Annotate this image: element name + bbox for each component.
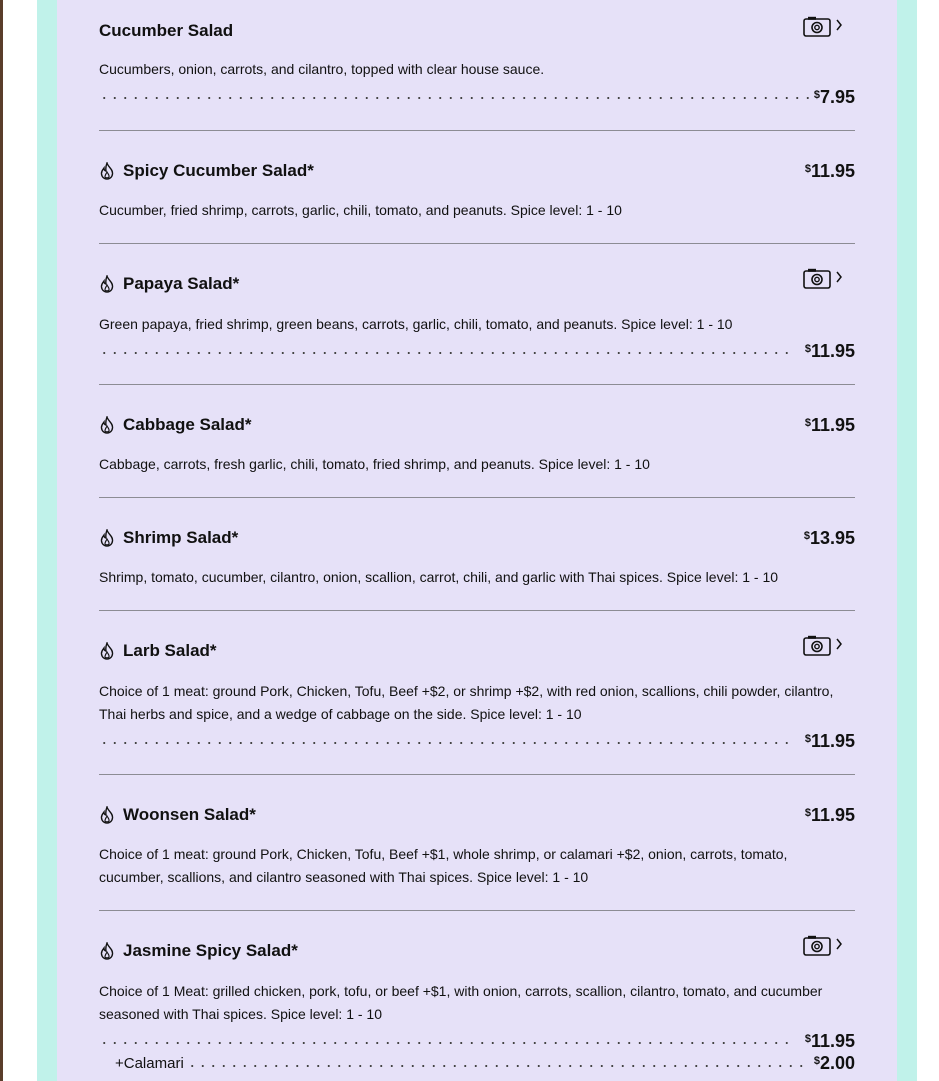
flame-icon xyxy=(99,275,115,293)
item-separator xyxy=(99,130,855,131)
item-name: Papaya Salad* xyxy=(123,274,240,293)
camera-icon xyxy=(803,935,845,957)
flame-icon xyxy=(99,162,115,180)
flame-icon xyxy=(99,642,115,660)
flame-icon xyxy=(99,806,115,824)
item-description: Choice of 1 meat: ground Pork, Chicken, Tofu, Beef +$1, whole shrimp, or calamari +$2, onion, carrots, tomato, cucumber, scallions, and cilantro seasoned with Thai spices. Spice level: 1 - 10 xyxy=(99,846,788,885)
leader-dots xyxy=(99,352,793,354)
item-separator xyxy=(99,243,855,244)
chevron-right-icon xyxy=(837,939,841,949)
item-price: $11.95 xyxy=(804,805,855,825)
item-description: Choice of 1 Meat: grilled chicken, pork, tofu, or beef +$1, with onion, carrots, scallion, cilantro, tomato, and cucumber seasoned with Thai spices. Spice level: 1 - 10 xyxy=(99,983,823,1022)
item-separator xyxy=(99,910,855,911)
leader-dots xyxy=(99,97,809,99)
item-name: Woonsen Salad* xyxy=(123,805,256,824)
menu-item[interactable] xyxy=(99,16,855,112)
leader-dots xyxy=(187,1065,803,1067)
camera-icon xyxy=(803,16,845,38)
item-name: Cucumber Salad xyxy=(99,21,234,40)
item-separator xyxy=(99,774,855,775)
item-description: Cabbage, carrots, fresh garlic, chili, tomato, fried shrimp, and peanuts. Spice level: 1 - 10 xyxy=(99,456,650,472)
item-price: $7.95 xyxy=(813,87,855,107)
chevron-right-icon xyxy=(837,639,841,649)
item-price: $11.95 xyxy=(804,341,855,361)
item-description: Cucumbers, onion, carrots, and cilantro, topped with clear house sauce. xyxy=(99,61,545,77)
item-name: Spicy Cucumber Salad* xyxy=(123,161,314,180)
item-name: Jasmine Spicy Salad* xyxy=(123,941,298,960)
item-name: Shrimp Salad* xyxy=(123,528,239,547)
photo-link[interactable] xyxy=(803,635,845,657)
menu-item[interactable] xyxy=(99,524,855,594)
photo-link[interactable] xyxy=(803,16,845,38)
item-separator xyxy=(99,384,855,385)
item-separator xyxy=(99,610,855,611)
item-description: Choice of 1 meat: ground Pork, Chicken, Tofu, Beef +$2, or shrimp +$2, with red onion, scallions, chili powder, cilantro, Thai herbs and spice, and a wedge of cabbage on the side. Spice level: 1 - 10 xyxy=(99,683,834,722)
item-description: Green papaya, fried shrimp, green beans, carrots, garlic, chili, tomato, and peanuts. Spice level: 1 - 10 xyxy=(99,316,733,332)
flame-icon xyxy=(99,942,115,960)
flame-icon xyxy=(99,416,115,434)
menu-item[interactable] xyxy=(99,268,855,368)
flame-icon xyxy=(99,529,115,547)
item-description: Shrimp, tomato, cucumber, cilantro, onion, scallion, carrot, chili, and garlic with Thai spices. Spice level: 1 - 10 xyxy=(99,569,779,585)
addon-price: $2.00 xyxy=(813,1053,855,1073)
item-price: $11.95 xyxy=(804,1031,855,1051)
item-price: $11.95 xyxy=(804,415,855,435)
item-price: $11.95 xyxy=(804,731,855,751)
camera-icon xyxy=(803,268,845,290)
item-name: Larb Salad* xyxy=(123,641,217,660)
menu-item[interactable] xyxy=(99,411,855,481)
menu-item[interactable] xyxy=(99,934,855,1081)
item-description: Cucumber, fried shrimp, carrots, garlic, chili, tomato, and peanuts. Spice level: 1 - 10 xyxy=(99,202,622,218)
addon-label[interactable]: +Calamari xyxy=(115,1055,184,1072)
leader-dots xyxy=(99,742,793,744)
chevron-right-icon xyxy=(837,20,841,30)
photo-link[interactable] xyxy=(803,935,845,957)
item-price: $13.95 xyxy=(803,528,855,548)
menu-item[interactable] xyxy=(99,801,855,893)
item-price: $11.95 xyxy=(804,161,855,181)
menu-item[interactable] xyxy=(99,157,855,227)
camera-icon xyxy=(803,635,845,657)
leader-dots xyxy=(99,1042,793,1044)
item-name: Cabbage Salad* xyxy=(123,415,252,434)
menu-item[interactable] xyxy=(99,634,855,758)
item-separator xyxy=(99,497,855,498)
chevron-right-icon xyxy=(837,272,841,282)
photo-link[interactable] xyxy=(803,268,845,290)
